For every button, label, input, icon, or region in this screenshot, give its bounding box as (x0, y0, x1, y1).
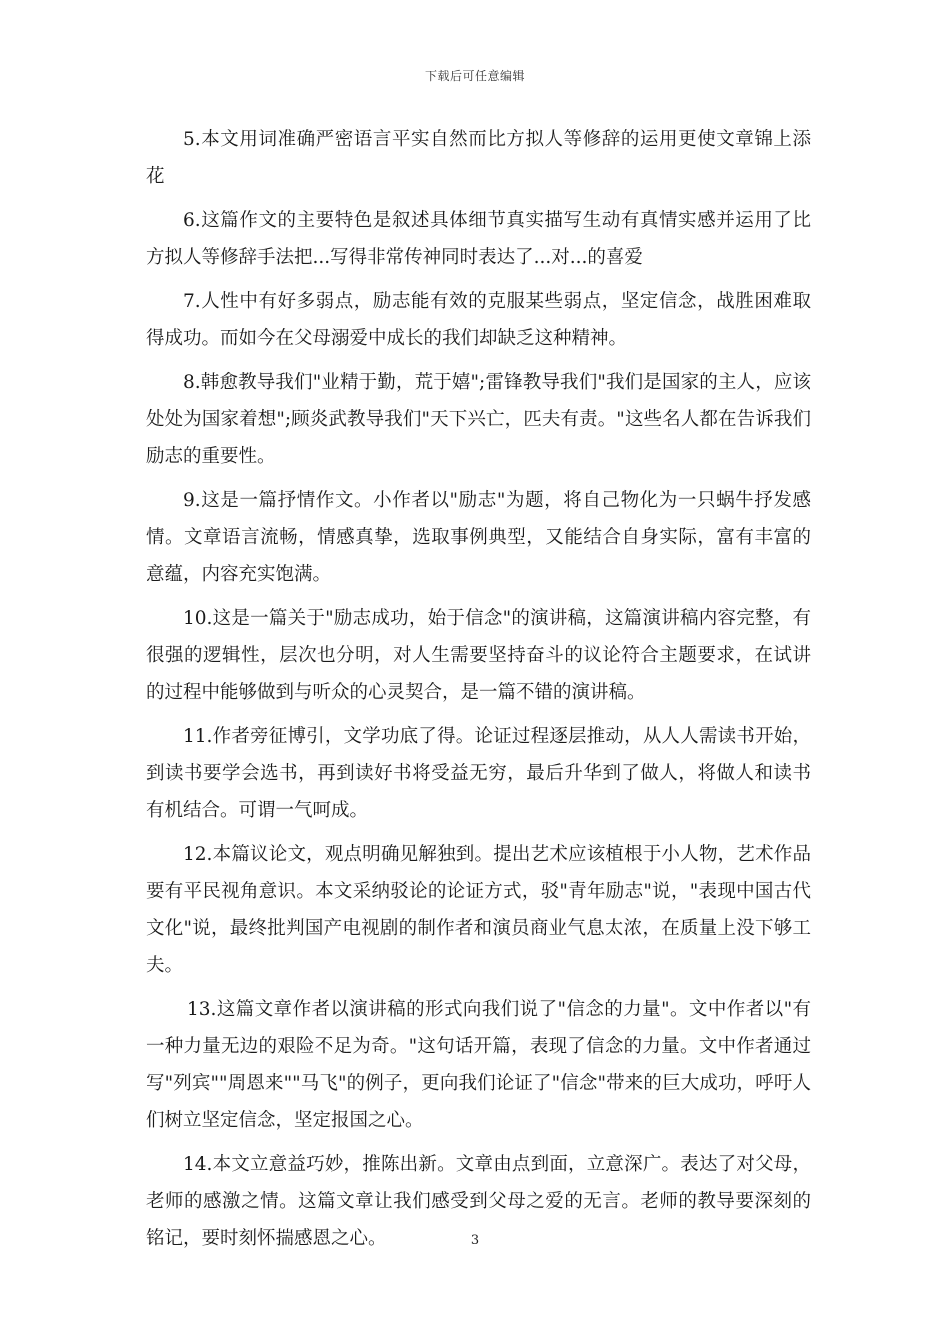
paragraph-12: 12.本篇议论文，观点明确见解独到。提出艺术应该植根于小人物，艺术作品要有平民视角意识。本文采纳驳论的论证方式，驳"青年励志"说，"表现中国古代文化"说，最终批判国产电视剧的制作者和演员商业气息太浓，在质量上没下够工夫。 (146, 844, 811, 976)
page-header: 下载后可任意编辑 (424, 69, 525, 83)
paragraph-10: 10.这是一篇关于"励志成功，始于信念"的演讲稿，这篇演讲稿内容完整，有很强的逻辑性，层次也分明，对人生需要坚持奋斗的议论符合主题要求，在试讲的过程中能够做到与听众的心灵契合，是一篇不错的演讲稿。 (146, 608, 811, 703)
paragraph-5: 5.本文用词准确严密语言平实自然而比方拟人等修辞的运用更使文章锦上添花 (146, 129, 811, 187)
paragraph-13: 13.这篇文章作者以演讲稿的形式向我们说了"信念的力量"。文中作者以"有一种力量无边的艰险不足为奇。"这句话开篇，表现了信念的力量。文中作者通过写"列宾""周恩来""马飞"的例子，更向我们论证了"信念"带来的巨大成功，呼吁人们树立坚定信念，坚定报国之心。 (146, 999, 811, 1131)
paragraph-11: 11.作者旁征博引，文学功底了得。论证过程逐层推动，从人人需读书开始，到读书要学会选书，再到读好书将受益无穷，最后升华到了做人，将做人和读书有机结合。可谓一气呵成。 (146, 726, 811, 821)
paragraph-14: 14.本文立意益巧妙，推陈出新。文章由点到面，立意深广。表达了对父母，老师的感激之情。这篇文章让我们感受到父母之爱的无言。老师的教导要深刻的铭记，要时刻怀揣感恩之心。 (146, 1154, 811, 1249)
paragraph-7: 7.人性中有好多弱点，励志能有效的克服某些弱点，坚定信念，战胜困难取得成功。而如今在父母溺爱中成长的我们却缺乏这种精神。 (146, 291, 811, 349)
paragraph-9: 9.这是一篇抒情作文。小作者以"励志"为题，将自己物化为一只蜗牛抒发感情。文章语言流畅，情感真挚，选取事例典型，又能结合自身实际，富有丰富的意蕴，内容充实饱满。 (146, 490, 811, 585)
paragraph-8: 8.韩愈教导我们"业精于勤，荒于嬉";雷锋教导我们"我们是国家的主人，应该处处为国家着想";顾炎武教导我们"天下兴亡，匹夫有责。"这些名人都在告诉我们励志的重要性。 (146, 372, 811, 467)
paragraph-6: 6.这篇作文的主要特色是叙述具体细节真实描写生动有真情实感并运用了比方拟人等修辞手法把...写得非常传神同时表达了...对...的喜爱 (146, 210, 811, 268)
page-number: 3 (470, 1233, 480, 1248)
document-body (146, 121, 811, 1264)
